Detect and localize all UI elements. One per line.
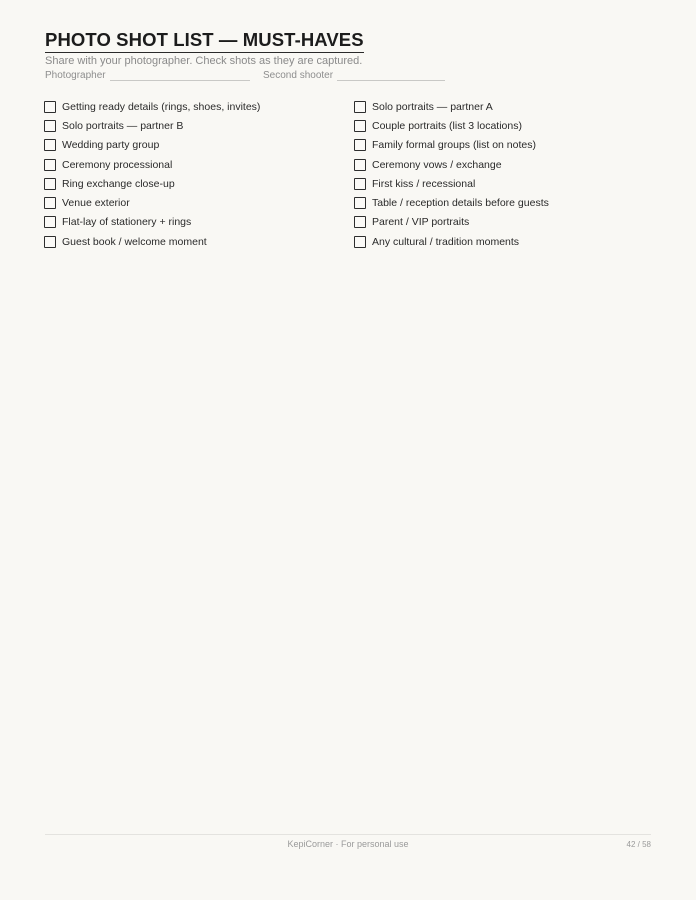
checklist-item-label: Ceremony vows / exchange (372, 158, 502, 171)
checklist-item-label: Wedding party group (62, 139, 160, 152)
checklist-item[interactable] (354, 232, 549, 251)
checklist-item[interactable] (354, 97, 549, 116)
photographer-blank-line[interactable] (110, 80, 250, 81)
checkbox[interactable] (44, 178, 56, 190)
checkbox[interactable] (44, 120, 56, 132)
footer-brand: KepiCorner · For personal use (287, 839, 409, 849)
checklist-item[interactable] (44, 97, 260, 116)
photographer-label: Photographer (45, 70, 106, 81)
checklist-item[interactable] (354, 174, 549, 193)
checklist-item[interactable] (354, 193, 549, 212)
checkbox[interactable] (354, 236, 366, 248)
checklist-item[interactable] (354, 213, 549, 232)
page-number: 42 / 58 (626, 840, 651, 849)
checkbox[interactable] (354, 197, 366, 209)
checkbox[interactable] (354, 120, 366, 132)
checklist-item-label: Solo portraits — partner A (372, 100, 493, 113)
checkbox[interactable] (44, 236, 56, 248)
checklist-item-label: Ring exchange close-up (62, 177, 175, 190)
checkbox[interactable] (354, 139, 366, 151)
second-shooter-label: Second shooter (263, 70, 334, 81)
checklist-item[interactable] (44, 232, 260, 251)
checklist-item-label: Any cultural / tradition moments (372, 235, 520, 248)
checkbox[interactable] (44, 139, 56, 151)
checklist-item-label: Solo portraits — partner B (62, 119, 184, 132)
checkbox[interactable] (44, 197, 56, 209)
checklist-item-label: Flat-lay of stationery + rings (62, 216, 192, 229)
checklist-item-label: First kiss / recessional (372, 177, 476, 190)
checklist-item[interactable] (44, 116, 260, 135)
checklist-item[interactable] (354, 116, 549, 135)
checklist-item-label: Couple portraits (list 3 locations) (372, 119, 522, 132)
checklist-item-label: Getting ready details (rings, shoes, invites) (62, 100, 261, 113)
checklist-item[interactable] (354, 155, 549, 174)
checklist-item[interactable] (44, 136, 260, 155)
checkbox[interactable] (354, 101, 366, 113)
checklist-item[interactable] (354, 136, 549, 155)
footer-divider (45, 834, 651, 835)
checklist-item-label: Family formal groups (list on notes) (372, 139, 536, 152)
checklist-item-label: Table / reception details before guests (372, 197, 549, 210)
checklist-item-label: Ceremony processional (62, 158, 173, 171)
checklist-right-column (354, 97, 549, 251)
checkbox[interactable] (44, 216, 56, 228)
checklist-item[interactable] (44, 155, 260, 174)
page-subtitle: Share with your photographer. Check shots as they are captured. (45, 55, 363, 67)
checklist-item-label: Guest book / welcome moment (62, 235, 207, 248)
checklist-item[interactable] (44, 174, 260, 193)
checklist-item[interactable] (44, 213, 260, 232)
checklist-item-label: Parent / VIP portraits (372, 216, 470, 229)
checkbox[interactable] (354, 159, 366, 171)
page-title: PHOTO SHOT LIST — MUST-HAVES (45, 29, 364, 53)
checkbox[interactable] (44, 101, 56, 113)
checklist-item-label: Venue exterior (62, 197, 130, 210)
checklist-item[interactable] (44, 193, 260, 212)
second-shooter-blank-line[interactable] (337, 80, 445, 81)
checkbox[interactable] (354, 216, 366, 228)
checkbox[interactable] (44, 159, 56, 171)
checkbox[interactable] (354, 178, 366, 190)
checklist-left-column (44, 97, 260, 251)
